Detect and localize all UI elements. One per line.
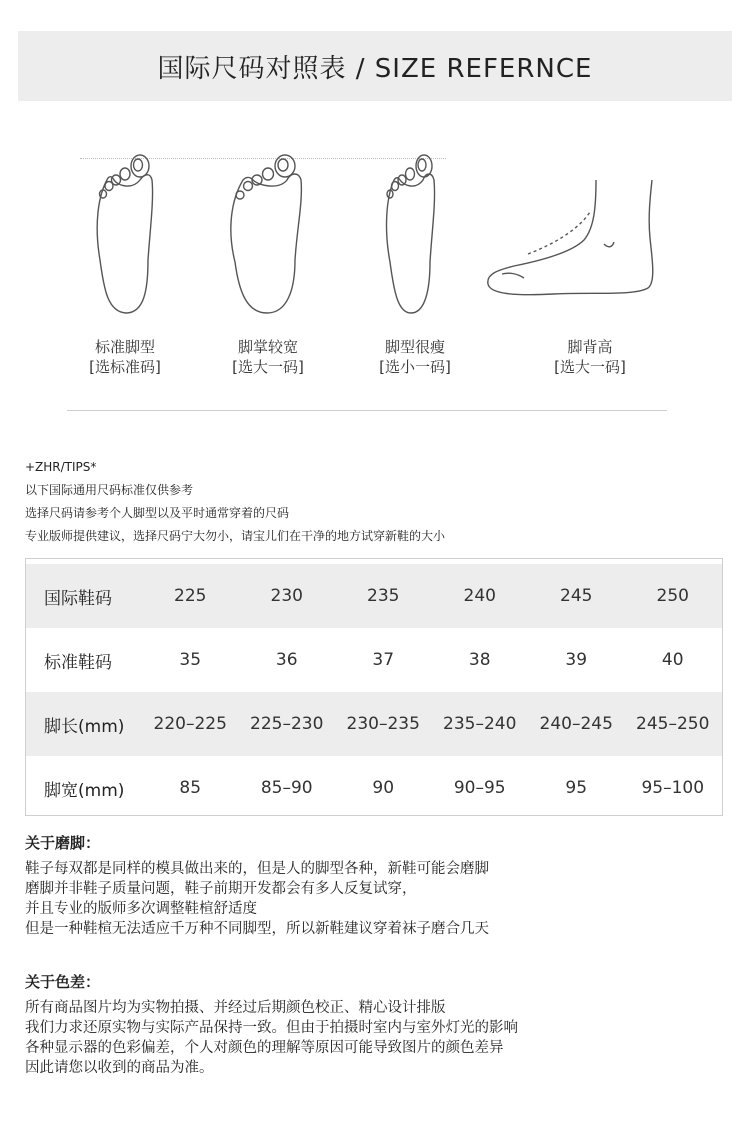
table-cell: 245 <box>560 586 593 606</box>
table-cell: 90–95 <box>453 778 506 798</box>
tips-line: 选择尺码请参考个人脚型以及平时通常穿着的尺码 <box>25 506 290 520</box>
table-cell: 245–250 <box>636 714 710 734</box>
table-cell: 95–100 <box>641 778 705 798</box>
standard-foot-icon <box>88 150 160 320</box>
section-divider <box>67 410 667 411</box>
foot-label-high-instep: 脚背高 [选大一码] <box>554 338 626 376</box>
table-cell: 90 <box>372 778 395 798</box>
section-line: 因此请您以收到的商品为准。 <box>25 1060 214 1076</box>
table-cell: 36 <box>275 650 298 670</box>
section-line: 鞋子每双都是同样的模具做出来的，但是人的脚型各种，新鞋可能会磨脚 <box>25 861 489 877</box>
tips-line: 专业版师提供建议，选择尺码宁大勿小，请宝儿们在干净的地方试穿新鞋的大小 <box>25 529 446 543</box>
table-cell: 38 <box>468 650 491 670</box>
section-line: 但是一种鞋楦无法适应千万种不同脚型，所以新鞋建议穿着袜子磨合几天 <box>25 921 489 937</box>
color-section <box>25 972 518 1078</box>
table-cell: 235–240 <box>443 714 517 734</box>
table-cell: 220–225 <box>153 714 227 734</box>
table-row-international-size <box>26 564 722 628</box>
table-cell: 240–245 <box>539 714 613 734</box>
page-title: 国际尺码对照表 / SIZE REFERNCE <box>157 53 593 84</box>
table-cell: 235 <box>367 586 400 606</box>
row-header: 脚长(mm) <box>44 716 125 737</box>
table-cell: 240 <box>463 586 496 606</box>
foot-label-wide: 脚掌较宽 [选大一码] <box>232 338 304 376</box>
table-cell: 95 <box>565 778 588 798</box>
table-row-standard-size <box>26 628 722 692</box>
slim-foot-icon <box>378 150 442 320</box>
table-cell: 225–230 <box>250 714 324 734</box>
row-header: 脚宽(mm) <box>44 780 125 801</box>
tips-tag: +ZHR/TIPS* <box>25 460 97 474</box>
page-header <box>18 31 732 101</box>
section-title: 关于色差： <box>25 973 101 991</box>
table-cell: 40 <box>661 650 684 670</box>
rubbing-section <box>25 833 489 939</box>
table-cell: 250 <box>656 586 689 606</box>
tips-line: 以下国际通用尺码标准仅供参考 <box>25 483 194 497</box>
row-header: 标准鞋码 <box>44 652 112 673</box>
table-row-foot-width <box>26 756 722 820</box>
wide-foot-icon <box>225 150 309 320</box>
table-row-foot-length <box>26 692 722 756</box>
high-instep-foot-icon <box>484 178 658 300</box>
table-cell: 39 <box>565 650 588 670</box>
table-cell: 230–235 <box>346 714 420 734</box>
foot-label-slim: 脚型很瘦 [选小一码] <box>379 338 451 376</box>
section-line: 磨脚并非鞋子质量问题，鞋子前期开发都会有多人反复试穿， <box>25 881 417 897</box>
table-cell: 35 <box>179 650 202 670</box>
table-cell: 85–90 <box>260 778 313 798</box>
table-cell: 85 <box>179 778 202 798</box>
table-cell: 230 <box>270 586 303 606</box>
tips-block <box>25 456 445 548</box>
table-cell: 225 <box>174 586 207 606</box>
section-line: 各种显示器的色彩偏差，个人对颜色的理解等原因可能导致图片的颜色差异 <box>25 1040 504 1056</box>
table-cell: 37 <box>372 650 395 670</box>
section-line: 所有商品图片均为实物拍摄、并经过后期颜色校正、精心设计排版 <box>25 1000 446 1016</box>
foot-label-standard: 标准脚型 [选标准码] <box>89 338 161 376</box>
size-table <box>25 558 723 816</box>
section-title: 关于磨脚： <box>25 834 101 852</box>
row-header: 国际鞋码 <box>44 588 112 609</box>
section-line: 并且专业的版师多次调整鞋楦舒适度 <box>25 901 257 917</box>
section-line: 我们力求还原实物与实际产品保持一致。但由于拍摄时室内与室外灯光的影响 <box>25 1020 518 1036</box>
